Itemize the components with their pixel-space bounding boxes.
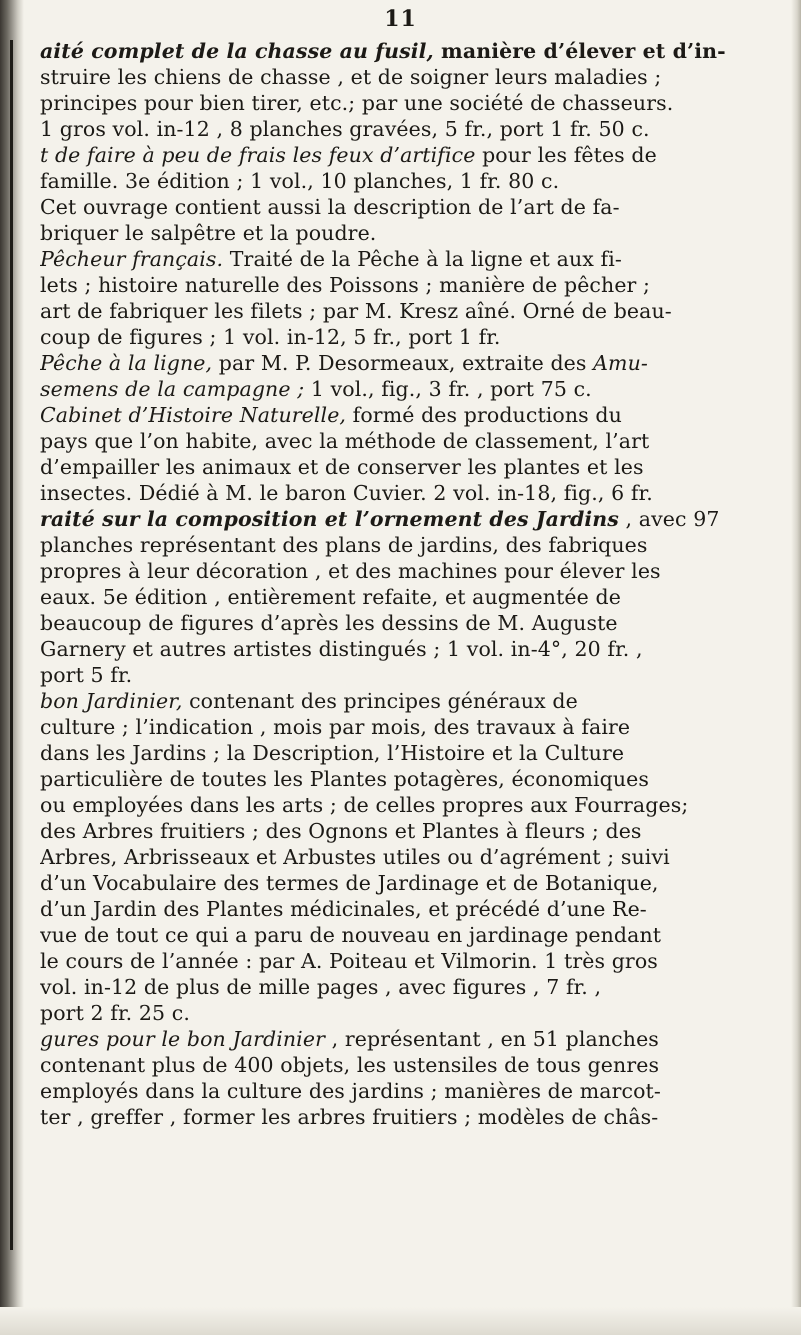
text-line <box>40 480 785 506</box>
text-segment: vol. in-12 de plus de mille pages , avec figures , 7 fr. , <box>40 975 602 999</box>
text-segment: pour les fêtes de <box>475 143 657 167</box>
text-line <box>40 870 785 896</box>
text-line <box>40 714 785 740</box>
text-segment: le cours de l’année : par A. Poiteau et Vilmorin. 1 très gros <box>40 949 658 973</box>
page-edge-shadow <box>791 0 801 1335</box>
text-line <box>40 974 785 1000</box>
text-line <box>40 766 785 792</box>
text-line <box>40 220 785 246</box>
text-segment: Arbres, Arbrisseaux et Arbustes utiles ou d’agrément ; suivi <box>40 845 670 869</box>
text-line <box>40 1104 785 1130</box>
text-segment: d’un Jardin des Plantes médicinales, et précédé d’une Re- <box>40 897 647 921</box>
text-segment: Pêche à la ligne, <box>40 351 213 375</box>
text-segment: employés dans la culture des jardins ; manières de marcot- <box>40 1079 661 1103</box>
text-segment: famille. 3e édition ; 1 vol., 10 planches, 1 fr. 80 c. <box>40 169 560 193</box>
text-line <box>40 1000 785 1026</box>
text-line <box>40 298 785 324</box>
text-segment: semens de la campagne ; <box>40 377 305 401</box>
text-segment: Traité de la Pêche à la ligne et aux fi- <box>223 247 622 271</box>
catalog-text-body <box>40 38 785 1130</box>
text-line <box>40 740 785 766</box>
text-segment: raité sur la composition et l’ornement des Jardins <box>40 507 619 531</box>
text-line <box>40 376 785 402</box>
text-line <box>40 324 785 350</box>
text-line <box>40 662 785 688</box>
text-line <box>40 350 785 376</box>
text-segment: contenant plus de 400 objets, les ustensiles de tous genres <box>40 1053 660 1077</box>
text-segment: 1 vol., fig., 3 fr. , port 75 c. <box>304 377 592 401</box>
text-segment: vue de tout ce qui a paru de nouveau en jardinage pendant <box>40 923 662 947</box>
text-line <box>40 636 785 662</box>
text-line <box>40 142 785 168</box>
text-segment: dans les Jardins ; la Description, l’Histoire et la Culture <box>40 741 625 765</box>
text-segment: briquer le salpêtre et la poudre. <box>40 221 377 245</box>
text-segment: Pêcheur français. <box>40 247 224 271</box>
text-line <box>40 402 785 428</box>
page-number: 11 <box>384 6 417 32</box>
text-line <box>40 428 785 454</box>
text-segment: , représentant , en 51 planches <box>324 1027 659 1051</box>
text-segment: coup de figures ; 1 vol. in-12, 5 fr., port 1 fr. <box>40 325 501 349</box>
text-line <box>40 922 785 948</box>
text-segment: propres à leur décoration , et des machines pour élever les <box>40 559 661 583</box>
text-segment: insectes. Dédié à M. le baron Cuvier. 2 vol. in-18, fig., 6 fr. <box>40 481 653 505</box>
text-line <box>40 1052 785 1078</box>
text-line <box>40 792 785 818</box>
text-line <box>40 272 785 298</box>
text-segment: t de faire à peu de frais les feux d’artifice <box>40 143 476 167</box>
text-segment: , avec 97 <box>618 507 720 531</box>
text-line <box>40 844 785 870</box>
text-line <box>40 38 785 64</box>
text-segment: Cabinet d’Histoire Naturelle, <box>40 403 347 427</box>
text-segment: struire les chiens de chasse , et de soigner leurs maladies ; <box>40 65 662 89</box>
text-segment: d’empailler les animaux et de conserver les plantes et les <box>40 455 644 479</box>
text-line <box>40 818 785 844</box>
text-segment: contenant des principes généraux de <box>182 689 578 713</box>
text-segment: Garnery et autres artistes distingués ; 1 vol. in-4°, 20 fr. , <box>40 637 643 661</box>
text-line <box>40 506 785 532</box>
text-line <box>40 558 785 584</box>
text-segment: art de fabriquer les filets ; par M. Kresz aîné. Orné de beau- <box>40 299 672 323</box>
text-segment: culture ; l’indication , mois par mois, des travaux à faire <box>40 715 631 739</box>
page-bottom-shadow <box>0 1307 801 1335</box>
text-line <box>40 246 785 272</box>
text-segment: port 5 fr. <box>40 663 133 687</box>
text-segment: d’un Vocabulaire des termes de Jardinage et de Botanique, <box>40 871 659 895</box>
text-segment: formé des productions du <box>346 403 622 427</box>
text-segment: aité complet de la chasse au fusil, <box>40 39 434 63</box>
text-segment: lets ; histoire naturelle des Poissons ; manière de pêcher ; <box>40 273 651 297</box>
text-segment: gures pour le bon Jardinier <box>40 1027 325 1051</box>
text-line <box>40 610 785 636</box>
text-line <box>40 64 785 90</box>
text-segment: Amu- <box>593 351 648 375</box>
text-segment: par M. P. Desormeaux, extraite des <box>212 351 594 375</box>
text-segment: 1 gros vol. in-12 , 8 planches gravées, 5 fr., port 1 fr. 50 c. <box>40 117 650 141</box>
text-segment: manière d’élever et d’in- <box>433 39 726 63</box>
text-line <box>40 688 785 714</box>
text-segment: eaux. 5e édition , entièrement refaite, et augmentée de <box>40 585 621 609</box>
text-line <box>40 454 785 480</box>
text-segment: bon Jardinier, <box>40 689 183 713</box>
text-segment: planches représentant des plans de jardins, des fabriques <box>40 533 648 557</box>
text-line <box>40 948 785 974</box>
text-line <box>40 194 785 220</box>
text-line <box>40 584 785 610</box>
text-segment: particulière de toutes les Plantes potagères, économiques <box>40 767 650 791</box>
text-line <box>40 1078 785 1104</box>
text-line <box>40 116 785 142</box>
text-segment: ter , greffer , former les arbres fruitiers ; modèles de châs- <box>40 1105 659 1129</box>
text-line <box>40 90 785 116</box>
text-segment: principes pour bien tirer, etc.; par une société de chasseurs. <box>40 91 674 115</box>
text-segment: beaucoup de figures d’après les dessins de M. Auguste <box>40 611 618 635</box>
text-segment: Cet ouvrage contient aussi la description de l’art de fa- <box>40 195 620 219</box>
text-segment: ou employées dans les arts ; de celles propres aux Fourrages; <box>40 793 689 817</box>
text-line <box>40 1026 785 1052</box>
text-line <box>40 896 785 922</box>
gutter-rule <box>10 40 13 1250</box>
text-segment: des Arbres fruitiers ; des Ognons et Plantes à fleurs ; des <box>40 819 642 843</box>
text-line <box>40 168 785 194</box>
text-segment: port 2 fr. 25 c. <box>40 1001 190 1025</box>
text-segment: pays que l’on habite, avec la méthode de classement, l’art <box>40 429 650 453</box>
text-line <box>40 532 785 558</box>
